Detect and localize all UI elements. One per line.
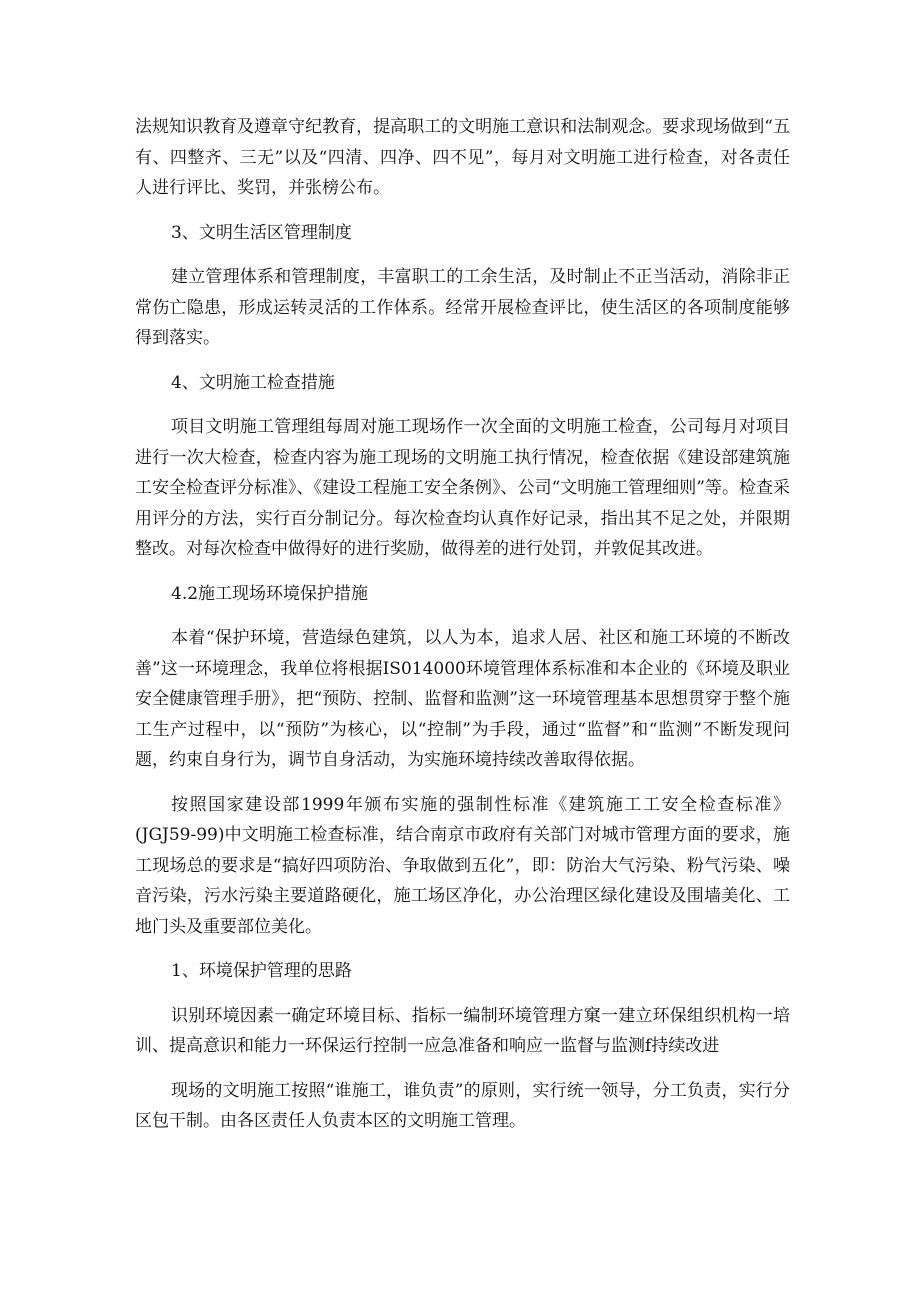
paragraph-continued: 法规知识教育及遵章守纪教育，提高职工的文明施工意识和法制观念。要求现场做到“五有、四整齐、三无”以及“四清、四净、四不见”，每月对文明施工进行检查，对各责任人进行评比、奖罚，并张榜公布。 (135, 117, 790, 198)
paragraph-standards: 按照国家建设部1999年颁布实施的强制性标准《建筑施工工安全检查标准》(JGJ59-99)中文明施工检查标准，结合南京市政府有关部门对城市管理方面的要求，施工现场总的要求是“搞好四项防治、争取做到五化”，即：防治大气污染、粉气污染、噪音污染，污水污染主要道路硬化，施工场区净化，办公治理区绿化建设及围墙美化、工地门头及重要部位美化。 (135, 794, 790, 937)
paragraph-living-area: 建立管理体系和管理制度，丰富职工的工余生活，及时制止不正当活动，消除非正常伤亡隐患，形成运转灵活的工作体系。经常开展检查评比，使生活区的各项制度能够得到落实。 (135, 267, 790, 348)
paragraph-responsibility: 现场的文明施工按照“谁施工，谁负责”的原则，实行统一领导，分工负责，实行分区包干制。由各区责任人负责本区的文明施工管理。 (135, 1080, 790, 1131)
paragraph-environment-concept: 本着“保护环境，营造绿色建筑，以人为本，追求人居、社区和施工环境的不断改善”这一环境理念，我单位将根据IS014000环境管理体系标准和本企业的《环境及职业安全健康管理手册》，把“预防、控制、监督和监测”这一环境管理基本思想贯穿于整个施工生产过程中，以“预防”为核心，以“控制”为手段，通过“监督”和“监测”不断发现问题，约束自身行为，调节自身活动，为实施环境持续改善取得依据。 (135, 628, 790, 770)
section-heading-approach: 1、环境保护管理的思路 (171, 961, 352, 981)
section-heading-environment: 4.2施工现场环境保护措施 (171, 583, 369, 604)
section-heading-living-area: 3、文明生活区管理制度 (171, 222, 352, 243)
document-body (135, 112, 790, 1151)
paragraph-approach-flow: 识别环境因素一确定环境目标、指标一编制环境管理方窠一建立环保组织机构一培训、提高意识和能力一环保运行控制一应急准备和响应一监督与监测f持续改进 (135, 1005, 790, 1056)
section-heading-inspection: 4、文明施工检查措施 (171, 372, 335, 393)
paragraph-inspection: 项目文明施工管理组每周对施工现场作一次全面的文明施工检查，公司每月对项目进行一次大检查，检查内容为施工现场的文明施工执行情况，检查依据《建设部建筑施工安全检查评分标准》、《建设工程施工安全条例》、公司“文明施工管理细则”等。检查采用评分的方法，实行百分制记分。每次检查均认真作好记录，指出其不足之处，并限期整改。对每次检查中做得好的进行奖励，做得差的进行处罚，并敦促其改进。 (135, 417, 790, 559)
